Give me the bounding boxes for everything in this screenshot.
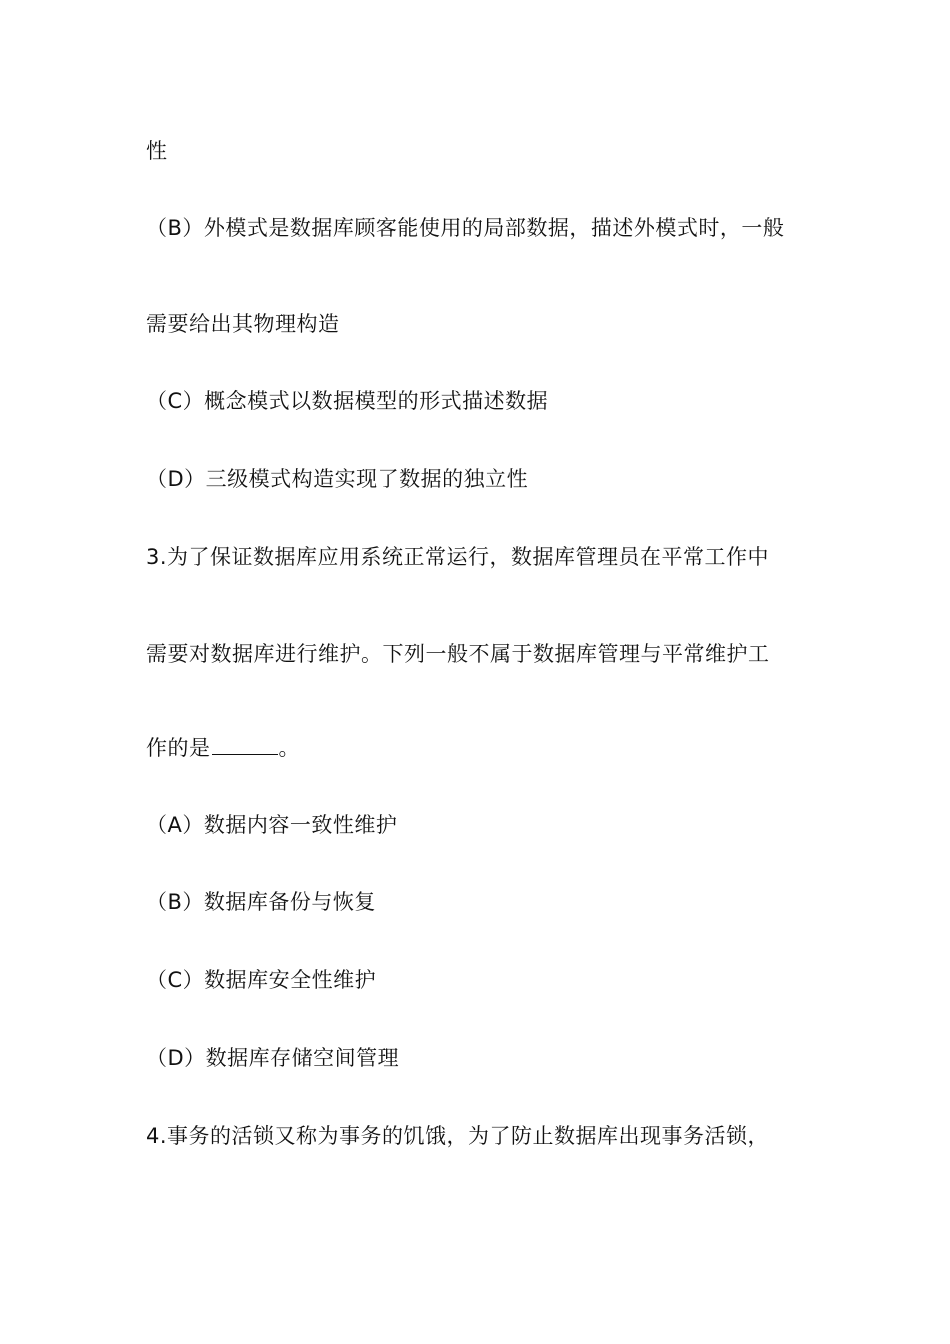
- q3-option-b: （B）数据库备份与恢复: [146, 890, 376, 914]
- question-3-period: 。: [278, 736, 300, 760]
- option-b-line-1: （B）外模式是数据库顾客能使用的局部数据，描述外模式时，一般: [146, 216, 785, 240]
- text-line: 性: [146, 139, 168, 163]
- question-3-line-2: 需要对数据库进行维护。下列一般不属于数据库管理与平常维护工: [146, 642, 770, 666]
- q3-option-a: （A）数据内容一致性维护: [146, 813, 398, 837]
- question-4-line-1: 4.事务的活锁又称为事务的饥饿，为了防止数据库出现事务活锁，: [146, 1124, 770, 1148]
- answer-blank: [212, 736, 278, 755]
- question-3-text: 作的是: [146, 736, 211, 760]
- option-c: （C）概念模式以数据模型的形式描述数据: [146, 389, 549, 413]
- option-d: （D）三级模式构造实现了数据的独立性: [146, 467, 529, 491]
- question-3-line-1: 3.为了保证数据库应用系统正常运行，数据库管理员在平常工作中: [146, 545, 770, 569]
- q3-option-d: （D）数据库存储空间管理: [146, 1046, 400, 1070]
- option-b-line-2: 需要给出其物理构造: [146, 312, 340, 336]
- question-3-line-3: [146, 734, 300, 762]
- q3-option-c: （C）数据库安全性维护: [146, 968, 377, 992]
